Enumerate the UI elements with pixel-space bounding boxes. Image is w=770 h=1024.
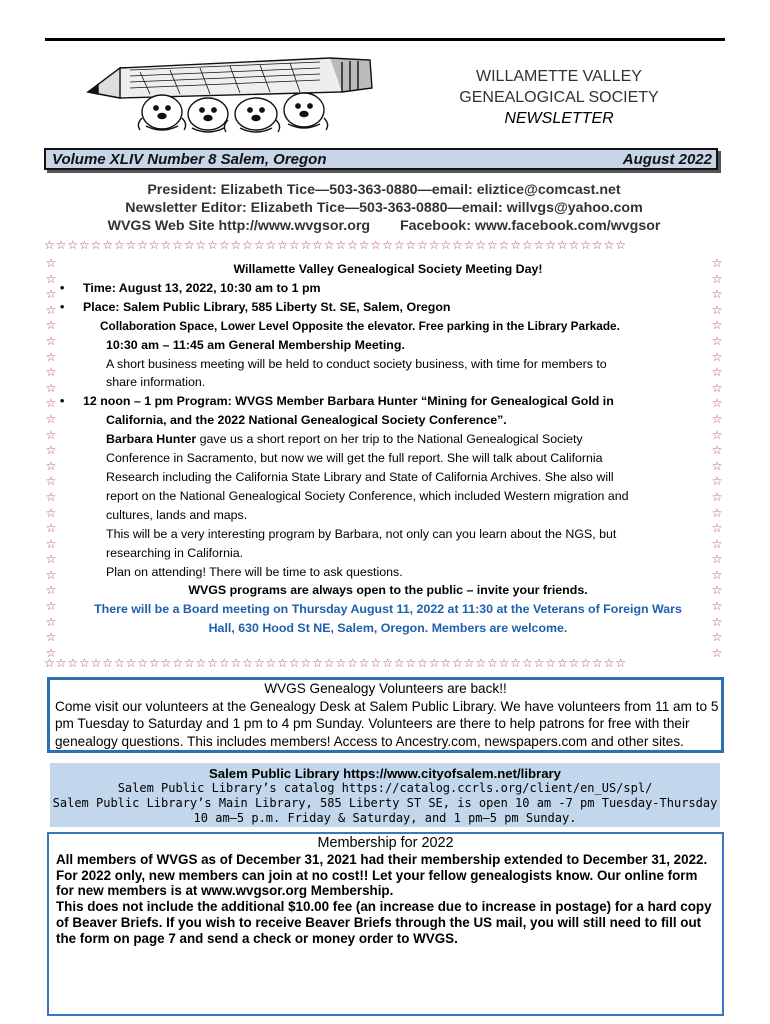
meeting-heading: Willamette Valley Genealogical Society Meeting Day! xyxy=(233,262,543,276)
volunteers-heading: WVGS Genealogy Volunteers are back!! xyxy=(264,681,507,696)
business-line-2: share information. xyxy=(106,375,206,390)
membership-box xyxy=(47,832,724,1016)
library-box xyxy=(50,763,720,827)
program-line-1: • 12 noon – 1 pm Program: WVGS Member Barbara Hunter “Mining for Genealogical Gold in xyxy=(62,392,714,411)
volunteers-box xyxy=(47,677,724,753)
library-catalog[interactable]: Salem Public Library’s catalog https://catalog.ccrls.org/client/en_US/spl/ xyxy=(117,781,653,795)
star-border-bottom: ☆☆☆☆☆☆☆☆☆☆☆☆☆☆☆☆☆☆☆☆☆☆☆☆☆☆☆☆☆☆☆☆☆☆☆☆☆☆☆☆☆☆☆☆☆☆☆☆☆☆ xyxy=(44,656,627,670)
program-desc-6: This will be a very interesting program by Barbara, not only can you learn about the NGS, but xyxy=(106,526,617,541)
program-desc-7: researching in California. xyxy=(106,545,244,560)
library-hours-2: 10 am—5 p.m. Friday & Saturday, and 1 pm—5 pm Sunday. xyxy=(193,811,577,825)
library-hours-1: Salem Public Library’s Main Library, 585 Liberty ST SE, is open 10 am -7 pm Tuesday-Thursday xyxy=(52,796,718,810)
meeting-place-detail: Collaboration Space, Lower Level Opposite the elevator. Free parking in the Library Parkade. xyxy=(100,318,620,333)
speaker-name: Barbara Hunter xyxy=(106,432,197,447)
meeting-section xyxy=(62,260,714,638)
business-line-1: A short business meeting will be held to conduct society business, with time for members to xyxy=(106,356,607,371)
volume-bar xyxy=(44,148,718,170)
program-line-2: California, and the 2022 National Genealogical Society Conference”. xyxy=(106,413,507,428)
board-meeting-line-1: There will be a Board meeting on Thursday August 11, 2022 at 11:30 at the Veterans of Foreign Wars xyxy=(94,602,682,617)
membership-heading: Membership for 2022 xyxy=(317,835,454,851)
website-link[interactable]: WVGS Web Site http://www.wvgsor.org xyxy=(107,218,371,234)
masthead-line-1: WILLAMETTE VALLEY xyxy=(476,68,642,85)
membership-para-1: All members of WVGS as of December 31, 2021 had their membership extended to December 31, 2022. For 2022 only, new members can join at no cost!! Let your fellow genealogists know. Our online form for new members is at www.wvgsor.org Membership. xyxy=(56,851,708,899)
issue-date: August 2022 xyxy=(622,151,712,168)
meeting-place: • Place: Salem Public Library, 585 Liberty St. SE, Salem, Oregon xyxy=(62,298,714,317)
volunteers-body: Come visit our volunteers at the Genealogy Desk at Salem Public Library. We have volunteers from 11 am to 5 pm Tuesday to Saturday and 1 pm to 4 pm Sunday. Volunteers are there to help patrons for free with their genealogy questions. This includes members! Access to Ancestry.com, newspapers.com and other sites. xyxy=(55,698,719,749)
masthead-line-2: GENEALOGICAL SOCIETY xyxy=(459,89,659,106)
star-border-left: ☆ ☆ ☆ ☆ ☆ ☆ ☆ ☆ ☆ ☆ ☆ ☆ ☆ ☆ ☆ ☆ ☆ ☆ ☆ ☆ ☆ ☆ ☆ ☆ ☆ ☆ xyxy=(45,256,57,660)
program-desc-5: cultures, lands and maps. xyxy=(106,507,248,522)
program-desc-3: Research including the California State Library and State of California Archives. She also will xyxy=(106,469,614,484)
star-border-right: ☆ ☆ ☆ ☆ ☆ ☆ ☆ ☆ ☆ ☆ ☆ ☆ ☆ ☆ ☆ ☆ ☆ ☆ ☆ ☆ ☆ ☆ ☆ ☆ ☆ ☆ xyxy=(711,256,723,660)
header-rule xyxy=(45,38,725,41)
program-desc-1 xyxy=(62,430,714,449)
meeting-time: • Time: August 13, 2022, 10:30 am to 1 pm xyxy=(62,279,714,298)
program-desc-4: report on the National Genealogical Society Conference, which included Western migration and xyxy=(106,488,629,503)
library-heading[interactable]: Salem Public Library https://www.cityofsalem.net/library xyxy=(208,766,561,781)
facebook-link[interactable]: Facebook: www.facebook.com/wvgsor xyxy=(399,218,661,234)
editor-line: Newsletter Editor: Elizabeth Tice—503-363-0880—email: willvgs@yahoo.com xyxy=(125,200,643,216)
web-line xyxy=(44,217,724,235)
program-desc-1-text: gave us a short report on her trip to the National Genealogical Society xyxy=(196,432,583,447)
open-to-public: WVGS programs are always open to the public – invite your friends. xyxy=(188,583,588,598)
program-desc-8: Plan on attending! There will be time to ask questions. xyxy=(106,564,403,579)
president-line: President: Elizabeth Tice—503-363-0880—email: eliztice@comcast.net xyxy=(147,182,621,198)
program-desc-2: Conference in Sacramento, but now we will get the full report. She will talk about California xyxy=(106,451,603,466)
volume-label: Volume XLIV Number 8 Salem, Oregon xyxy=(52,151,327,168)
beaver-pencil-logo xyxy=(80,48,380,134)
star-border-top: ☆☆☆☆☆☆☆☆☆☆☆☆☆☆☆☆☆☆☆☆☆☆☆☆☆☆☆☆☆☆☆☆☆☆☆☆☆☆☆☆☆☆☆☆☆☆☆☆☆☆ xyxy=(44,238,627,252)
masthead-line-3: NEWSLETTER xyxy=(504,110,614,127)
membership-para-2: This does not include the additional $10.00 fee (an increase due to increase in postage) for a hard copy of Beaver Briefs. If you wish to receive Beaver Briefs through the US mail, you will still need to fill out the form on page 7 and send a check or money order to WVGS. xyxy=(56,899,712,946)
board-meeting-line-2: Hall, 630 Hood St NE, Salem, Oregon. Members are welcome. xyxy=(208,621,568,636)
general-meeting: 10:30 am – 11:45 am General Membership Meeting. xyxy=(106,337,405,352)
masthead xyxy=(400,66,718,129)
officers-block xyxy=(44,181,724,235)
